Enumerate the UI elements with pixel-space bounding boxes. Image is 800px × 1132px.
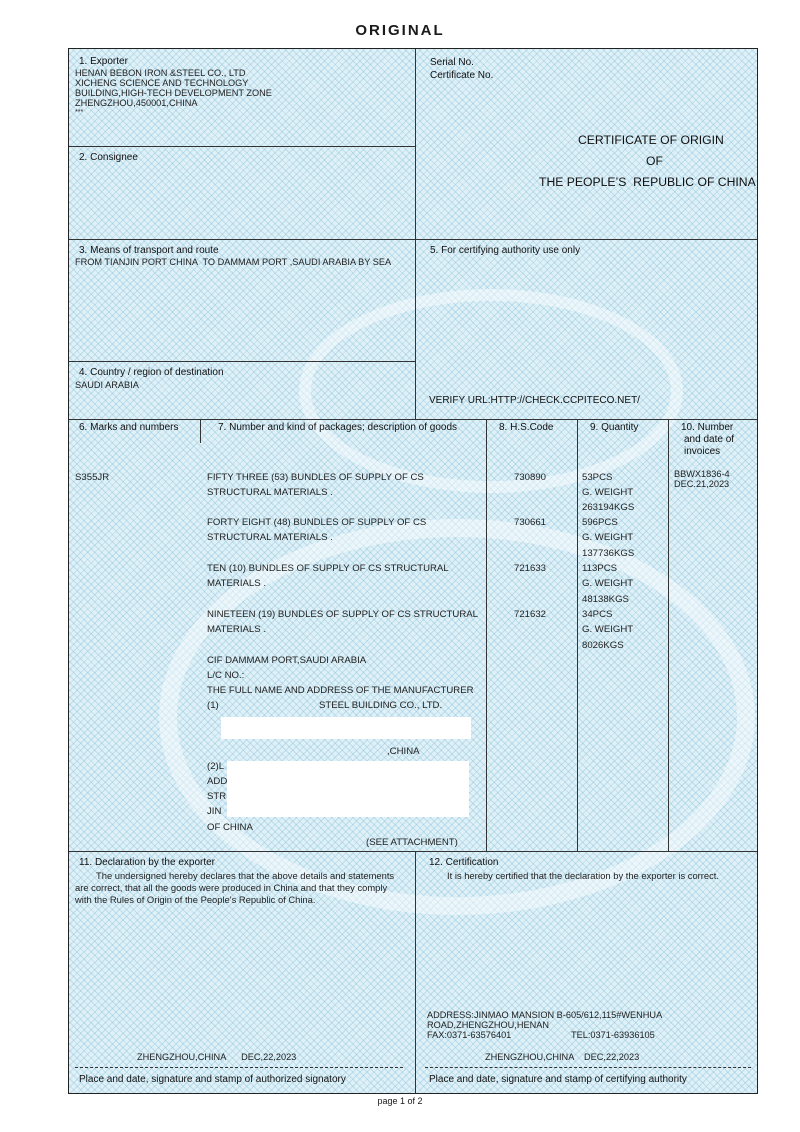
invoice-column-header: invoices <box>684 446 721 457</box>
divider <box>668 419 669 851</box>
certificate-form <box>68 48 758 1094</box>
certificate-number-label: Certificate No. <box>430 70 494 81</box>
divider <box>415 49 416 419</box>
authority-fax: FAX:0371-63576401 <box>427 1030 512 1040</box>
certificate-title-line2: OF <box>646 154 663 168</box>
see-attachment: (SEE ATTACHMENT) <box>366 837 458 848</box>
quantity-pcs: 113PCS <box>582 563 618 574</box>
hs-code-column-header: 8. H.S.Code <box>499 422 554 433</box>
certification-place-date: ZHENGZHOU,CHINA DEC,22,2023 <box>485 1052 640 1062</box>
authority-address: ROAD,ZHENGZHOU,HENAN <box>427 1020 549 1030</box>
signature-line <box>425 1067 751 1068</box>
goods-extra: ,CHINA <box>387 746 420 757</box>
hs-code: 721633 <box>514 563 547 574</box>
goods-description: NINETEEN (19) BUNDLES OF SUPPLY OF CS STRUCTURAL <box>207 609 478 620</box>
destination-country: SAUDI ARABIA <box>75 380 139 390</box>
declaration-place-date: ZHENGZHOU,CHINA DEC,22,2023 <box>137 1052 297 1062</box>
exporter-line: XICHENG SCIENCE AND TECHNOLOGY <box>75 78 249 88</box>
transport-route: FROM TIANJIN PORT CHINA TO DAMMAM PORT ,SAUDI ARABIA BY SEA <box>75 257 392 267</box>
quantity-weight: 263194KGS <box>582 502 635 513</box>
declaration-caption: Place and date, signature and stamp of authorized signatory <box>79 1074 346 1085</box>
signature-line <box>75 1067 403 1068</box>
divider <box>486 419 487 851</box>
quantity-weight-label: G. WEIGHT <box>582 624 634 635</box>
divider <box>200 419 201 443</box>
goods-description: STRUCTURAL MATERIALS . <box>207 532 333 543</box>
marks-value: S355JR <box>75 472 110 483</box>
quantity-weight: 48138KGS <box>582 594 629 605</box>
invoice-number: BBWX1836-4 <box>674 469 730 479</box>
verify-url: VERIFY URL:HTTP://CHECK.CCPITECO.NET/ <box>429 395 640 406</box>
quantity-weight: 8026KGS <box>582 640 624 651</box>
invoice-column-header: and date of <box>684 434 735 445</box>
exporter-label: 1. Exporter <box>79 56 128 67</box>
exporter-line: BUILDING,HIGH-TECH DEVELOPMENT ZONE <box>75 88 272 98</box>
divider <box>69 851 757 852</box>
certificate-title-line3: THE PEOPLE’S REPUBLIC OF CHINA <box>539 175 756 189</box>
goods-description: MATERIALS . <box>207 578 266 589</box>
quantity-weight-label: G. WEIGHT <box>582 532 634 543</box>
exporter-line: ZHENGZHOU,450001,CHINA <box>75 98 198 108</box>
goods-description: TEN (10) BUNDLES OF SUPPLY OF CS STRUCTURAL <box>207 563 449 574</box>
declaration-text: with the Rules of Origin of the People's Republic of China. <box>75 894 316 905</box>
divider <box>69 419 757 420</box>
goods-description: STRUCTURAL MATERIALS . <box>207 487 333 498</box>
goods-extra: STEEL BUILDING CO., LTD. <box>319 700 443 711</box>
divider <box>69 361 415 362</box>
certification-text: It is hereby certified that the declaration by the exporter is correct. <box>447 870 720 881</box>
page-number: page 1 of 2 <box>377 1096 423 1106</box>
document-title: ORIGINAL <box>355 22 445 39</box>
exporter-line: HENAN BEBON IRON &STEEL CO., LTD <box>75 68 246 78</box>
exporter-line: *** <box>75 109 84 116</box>
goods-extra: CIF DAMMAM PORT,SAUDI ARABIA <box>207 655 367 666</box>
goods-extra: JIN <box>207 806 222 817</box>
goods-extra: L/C NO.: <box>207 670 245 681</box>
serial-number-label: Serial No. <box>430 57 474 68</box>
divider <box>69 146 415 147</box>
goods-extra: (1) <box>207 700 219 711</box>
consignee-label: 2. Consignee <box>79 152 138 163</box>
goods-extra: THE FULL NAME AND ADDRESS OF THE MANUFACTURER <box>207 685 474 696</box>
goods-description: MATERIALS . <box>207 624 266 635</box>
redaction-block <box>227 761 469 817</box>
divider <box>577 419 578 851</box>
invoice-date: DEC.21,2023 <box>674 479 730 489</box>
destination-label: 4. Country / region of destination <box>79 367 224 378</box>
transport-label: 3. Means of transport and route <box>79 245 219 256</box>
invoice-column-header: 10. Number <box>681 422 734 433</box>
quantity-pcs: 53PCS <box>582 472 613 483</box>
watermark-emblem-top <box>299 289 683 493</box>
quantity-pcs: 596PCS <box>582 517 618 528</box>
hs-code: 721632 <box>514 609 547 620</box>
hs-code: 730890 <box>514 472 547 483</box>
authority-address: ADDRESS:JINMAO MANSION B-605/612,115#WENHUA <box>427 1010 663 1020</box>
goods-extra: OF CHINA <box>207 822 253 833</box>
goods-extra: STR <box>207 791 227 802</box>
goods-extra: ADD <box>207 776 228 787</box>
quantity-column-header: 9. Quantity <box>590 422 639 433</box>
certification-caption: Place and date, signature and stamp of certifying authority <box>429 1074 687 1085</box>
quantity-weight: 137736KGS <box>582 548 635 559</box>
goods-description: FIFTY THREE (53) BUNDLES OF SUPPLY OF CS <box>207 472 424 483</box>
divider <box>69 239 757 240</box>
hs-code: 730661 <box>514 517 547 528</box>
divider <box>415 851 416 1093</box>
marks-column-header: 6. Marks and numbers <box>79 422 179 433</box>
declaration-text: are correct, that all the goods were produced in China and that they comply <box>75 882 388 893</box>
certificate-title-line1: CERTIFICATE OF ORIGIN <box>578 133 724 147</box>
authority-use-label: 5. For certifying authority use only <box>430 245 581 256</box>
redaction-block <box>221 717 471 739</box>
declaration-label: 11. Declaration by the exporter <box>79 857 216 868</box>
certification-label: 12. Certification <box>429 857 499 868</box>
quantity-weight-label: G. WEIGHT <box>582 578 634 589</box>
description-column-header: 7. Number and kind of packages; description of goods <box>218 422 458 433</box>
authority-tel: TEL:0371-63936105 <box>571 1030 655 1040</box>
declaration-text: The undersigned hereby declares that the above details and statements <box>96 870 395 881</box>
goods-description: FORTY EIGHT (48) BUNDLES OF SUPPLY OF CS <box>207 517 427 528</box>
quantity-weight-label: G. WEIGHT <box>582 487 634 498</box>
quantity-pcs: 34PCS <box>582 609 613 620</box>
goods-extra: (2)L <box>207 761 225 772</box>
